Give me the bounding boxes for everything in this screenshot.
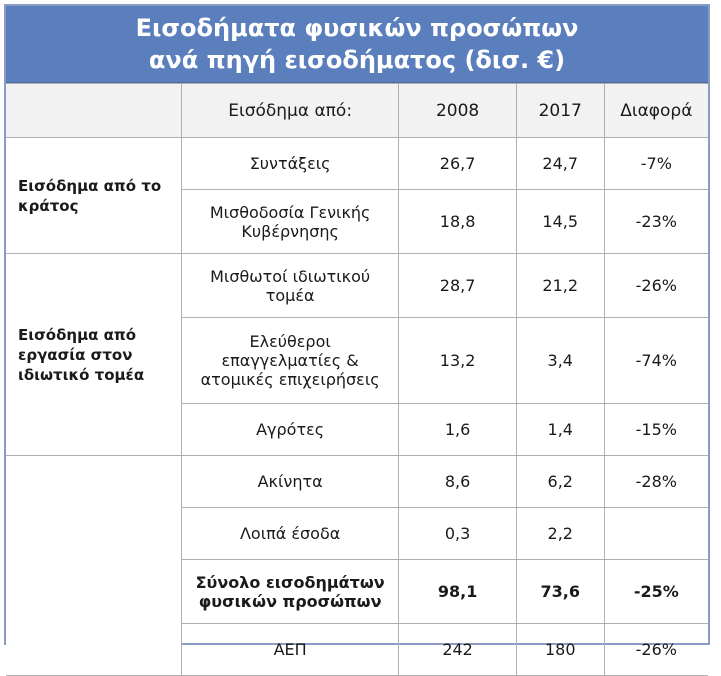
value-2017: 1,4 — [516, 404, 604, 456]
row-label: Μισθωτοί ιδιωτικού τομέα — [181, 254, 398, 318]
header-2017: 2017 — [516, 84, 604, 138]
value-2008: 242 — [399, 624, 517, 676]
row-label: Σύνολο εισοδημάτων φυσικών προσώπων — [181, 560, 398, 624]
income-table — [6, 83, 708, 676]
value-2008: 13,2 — [399, 318, 517, 404]
value-2008: 98,1 — [399, 560, 517, 624]
value-2017: 14,5 — [516, 190, 604, 254]
header-group — [6, 84, 181, 138]
table-row — [6, 138, 708, 190]
header-2008: 2008 — [399, 84, 517, 138]
group-label-private: Εισόδημα από εργασία στον ιδιωτικό τομέα — [6, 254, 181, 456]
table-row — [6, 254, 708, 318]
value-diff: -28% — [604, 456, 708, 508]
income-table-card — [4, 4, 710, 659]
value-diff: -7% — [604, 138, 708, 190]
value-2017: 2,2 — [516, 508, 604, 560]
value-diff: -25% — [604, 560, 708, 624]
value-2017: 3,4 — [516, 318, 604, 404]
value-2008: 8,6 — [399, 456, 517, 508]
table-title-line-1: Εισοδήματα φυσικών προσώπων — [135, 14, 579, 42]
header-diff: Διαφορά — [604, 84, 708, 138]
value-2017: 180 — [516, 624, 604, 676]
header-row — [6, 84, 708, 138]
row-label: Αγρότες — [181, 404, 398, 456]
value-diff — [604, 508, 708, 560]
value-diff: -74% — [604, 318, 708, 404]
row-label: Μισθοδοσία Γενικής Κυβέρνησης — [181, 190, 398, 254]
value-2008: 18,8 — [399, 190, 517, 254]
header-source: Εισόδημα από: — [181, 84, 398, 138]
value-diff: -26% — [604, 624, 708, 676]
group-label-other — [6, 456, 181, 676]
value-2017: 73,6 — [516, 560, 604, 624]
value-2017: 24,7 — [516, 138, 604, 190]
value-diff: -15% — [604, 404, 708, 456]
table-row — [6, 456, 708, 508]
row-label: ΑΕΠ — [181, 624, 398, 676]
row-label: Ακίνητα — [181, 456, 398, 508]
value-2008: 1,6 — [399, 404, 517, 456]
value-diff: -26% — [604, 254, 708, 318]
row-label: Ελεύθεροι επαγγελματίες & ατομικές επιχειρήσεις — [181, 318, 398, 404]
table-title — [6, 6, 708, 83]
value-2017: 6,2 — [516, 456, 604, 508]
value-diff: -23% — [604, 190, 708, 254]
value-2008: 28,7 — [399, 254, 517, 318]
row-label: Λοιπά έσοδα — [181, 508, 398, 560]
row-label: Συντάξεις — [181, 138, 398, 190]
value-2017: 21,2 — [516, 254, 604, 318]
value-2008: 0,3 — [399, 508, 517, 560]
table-title-line-2: ανά πηγή εισοδήματος (δισ. €) — [148, 46, 566, 74]
group-label-state: Εισόδημα από το κράτος — [6, 138, 181, 254]
value-2008: 26,7 — [399, 138, 517, 190]
